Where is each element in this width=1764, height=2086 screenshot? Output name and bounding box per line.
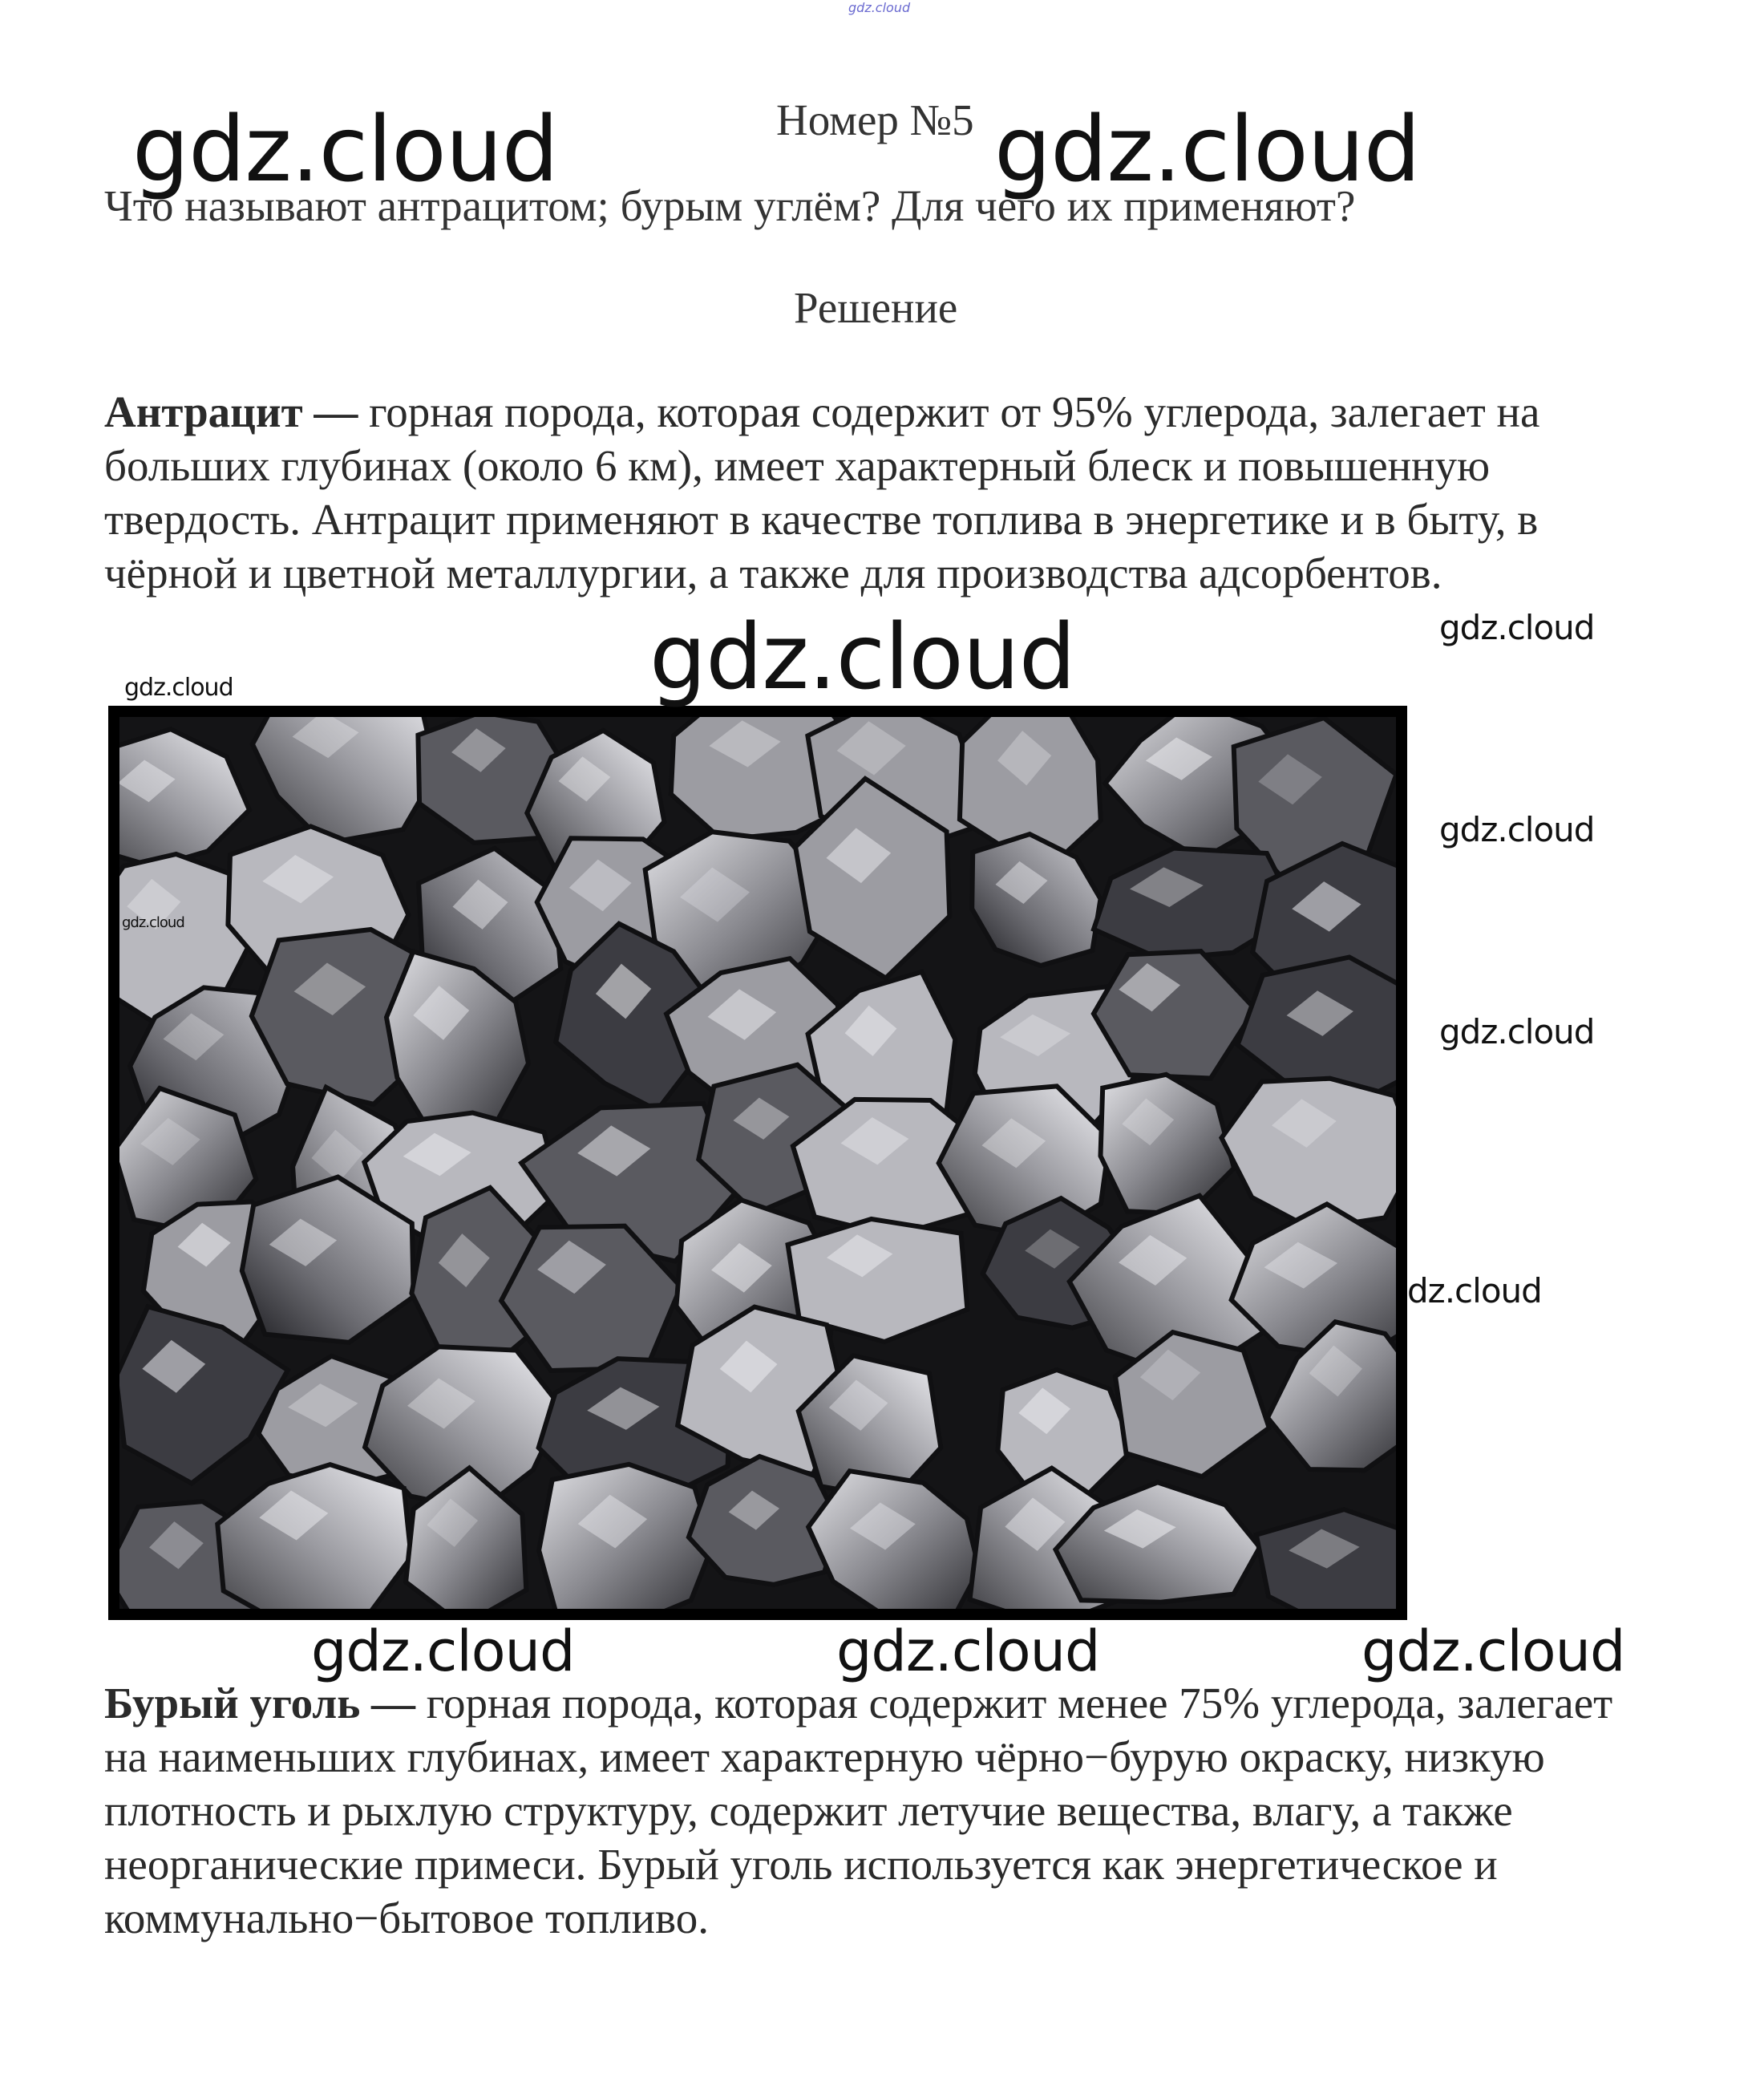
- anthracite-photo: [108, 706, 1407, 1620]
- anthracite-description: горная порода, которая содержит от 95% углерода, залегает на больших глубинах (около 6 км), имеет характерный блеск и повышенную твердость. Антрацит применяют в качестве топлива в энергетике и в быту, в чёрной и цветной металлургии, а также для производства адсорбентов.: [104, 387, 1540, 597]
- watermark: gdz.cloud: [1439, 1012, 1595, 1051]
- brown-coal-description: горная порода, которая содержит менее 75% углерода, залегает на наименьших глубинах, имеет характерную чёрно−бурую окраску, низкую плотность и рыхлую структуру, содержит летучие вещества, влагу, а также неорганические примеси. Бурый уголь используется как энергетическое и коммунально−бытовое топливо.: [104, 1679, 1613, 1942]
- watermark: gdz.cloud: [836, 1618, 1100, 1684]
- anthracite-paragraph: [104, 385, 1628, 600]
- header-watermark: gdz.cloud: [848, 0, 911, 15]
- watermark: gdz.cloud: [994, 98, 1420, 202]
- watermark: gdz.cloud: [122, 914, 184, 931]
- watermark-partial: dz.cloud: [1407, 1271, 1542, 1310]
- watermark: gdz.cloud: [124, 674, 233, 702]
- watermark: gdz.cloud: [1361, 1618, 1625, 1684]
- watermark: gdz.cloud: [1439, 608, 1595, 647]
- brown-coal-term: Бурый уголь —: [104, 1679, 416, 1728]
- page-title: Номер №5: [776, 95, 974, 144]
- watermark: gdz.cloud: [311, 1618, 575, 1684]
- question-text: Что называют антрацитом; бурым углём? Для чего их применяют?: [104, 181, 1356, 230]
- watermark: gdz.cloud: [1439, 810, 1595, 849]
- solution-heading: Решение: [794, 283, 958, 332]
- coal-image: [119, 717, 1396, 1609]
- watermark: gdz.cloud: [132, 98, 558, 202]
- watermark: gdz.cloud: [649, 606, 1075, 710]
- brown-coal-paragraph: [104, 1676, 1628, 1945]
- anthracite-term: Антрацит —: [104, 387, 358, 436]
